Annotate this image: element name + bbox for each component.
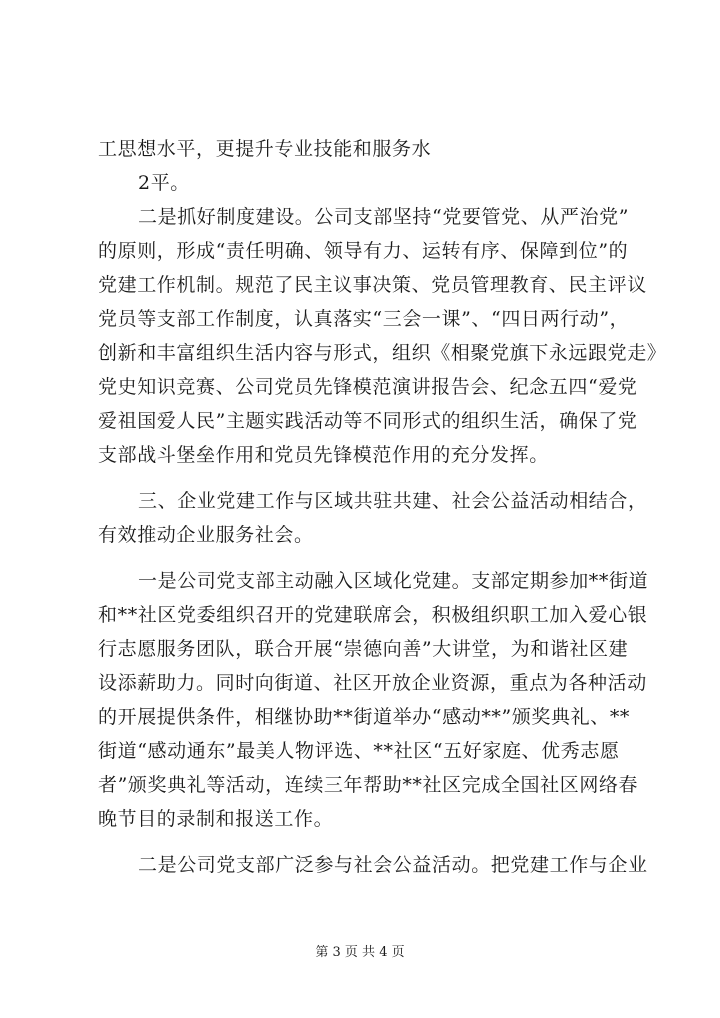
text-line: 支部战斗堡垒作用和党员先锋模范作用的充分发挥。 <box>98 444 549 466</box>
paragraph-start-line: 一是公司党支部主动融入区域化党建。支部定期参加**街道 <box>138 570 649 592</box>
text-line: 党建工作机制。规范了民主议事决策、党员管理教育、民主评议 <box>98 274 647 296</box>
text-line: 晚节目的录制和报送工作。 <box>98 808 334 830</box>
text-line: 行志愿服务团队，联合开展“崇德向善”大讲堂，为和谐社区建 <box>98 638 629 660</box>
section-heading-line: 三、企业党建工作与区域共驻共建、社会公益活动相结合， <box>138 490 648 512</box>
paragraph-start-line: 二是抓好制度建设。公司支部坚持“党要管党、从严治党” <box>138 206 630 228</box>
page-number-footer: 第 3 页 共 4 页 <box>315 945 405 960</box>
text-line: 爱祖国爱人民”主题实践活动等不同形式的组织生活，确保了党 <box>98 410 638 432</box>
text-line: 设添薪助力。同时向街道、社区开放企业资源，重点为各种活动 <box>98 672 647 694</box>
text-line: 有效推动企业服务社会。 <box>98 524 314 546</box>
document-body <box>98 132 667 882</box>
text-line: 创新和丰富组织生活内容与形式，组织《相聚党旗下永远跟党走》 <box>98 342 667 364</box>
text-line: 的开展提供条件，相继协助**街道举办“感动**”颁奖典礼、** <box>98 706 631 728</box>
text-line: 街道“感动通东”最美人物评选、**社区“五好家庭、优秀志愿 <box>98 740 620 762</box>
text-line: 和**社区党委组织召开的党建联席会，积极组织职工加入爱心银 <box>98 604 648 626</box>
text-line: 党史知识竞赛、公司党员先锋模范演讲报告会、纪念五四“爱党 <box>98 376 638 398</box>
text-line: 工思想水平，更提升专业技能和服务水 <box>98 138 432 160</box>
paragraph-start-line: 二是公司党支部广泛参与社会公益活动。把党建工作与企业 <box>138 854 648 876</box>
text-line: 者”颁奖典礼等活动，连续三年帮助**社区完成全国社区网络春 <box>98 774 639 796</box>
text-line: 2平。 <box>138 172 190 194</box>
text-line: 党员等支部工作制度，认真落实“三会一课”、“四日两行动”， <box>98 308 630 330</box>
text-line: 的原则，形成“责任明确、领导有力、运转有序、保障到位”的 <box>98 240 629 262</box>
